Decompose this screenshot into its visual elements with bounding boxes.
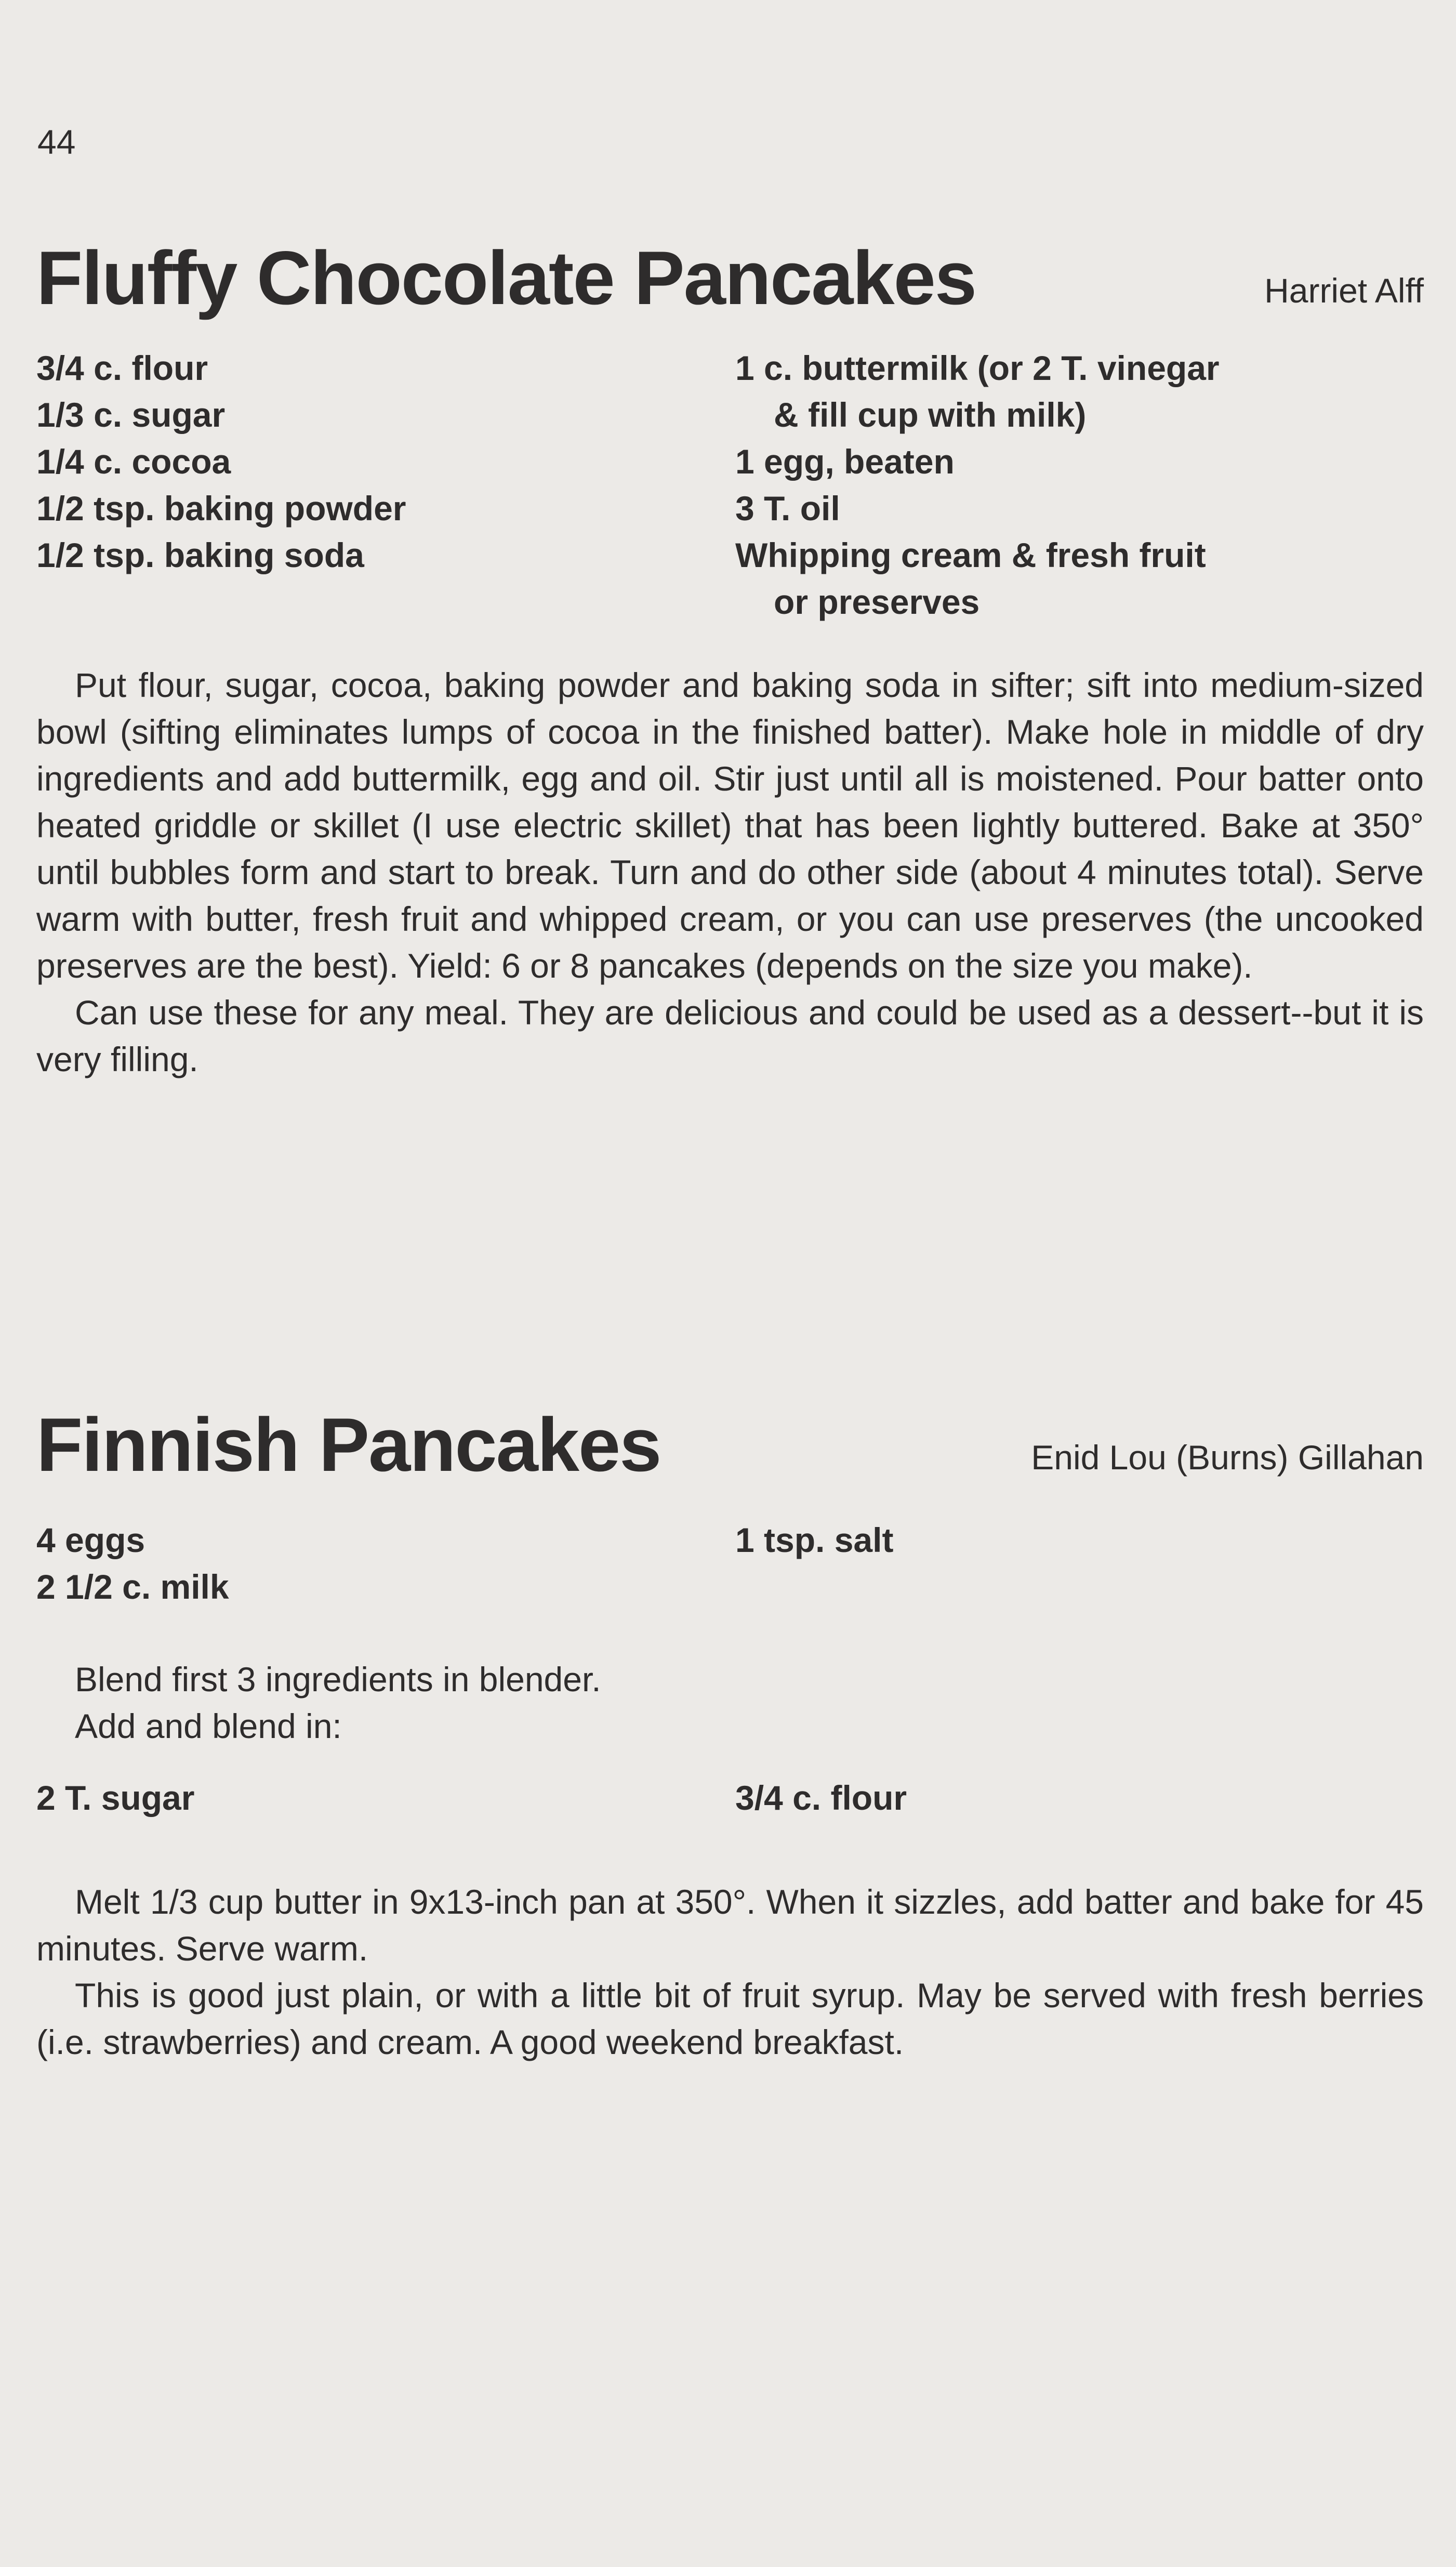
instruction-paragraph: Can use these for any meal. They are delicious and could be used as a dessert--but it is very filling. (36, 993, 1424, 1078)
additional-ingredients-list (36, 1774, 1424, 1821)
recipe-finnish-pancakes (36, 1403, 1424, 2065)
ingredient-item-continued: & fill cup with milk) (774, 396, 1087, 434)
ingredient-item: 4 eggs (36, 1521, 145, 1559)
ingredients-list (36, 1517, 1424, 1610)
recipe-title: Fluffy Chocolate Pancakes (36, 235, 976, 320)
recipe-instructions (36, 662, 1424, 1083)
ingredients-column-left (36, 345, 735, 625)
ingredient-item: 3/4 c. flour (36, 349, 208, 387)
recipe-fluffy-chocolate-pancakes (36, 236, 1424, 1083)
instruction-paragraph: This is good just plain, or with a little bit of fruit syrup. May be served with fresh berries (i.e. strawberries) and cream. A good weekend breakfast. (36, 1976, 1424, 2061)
ingredient-item: 1/3 c. sugar (36, 396, 226, 434)
ingredient-item: 3 T. oil (735, 489, 840, 528)
ingredient-item: 1 c. buttermilk (or 2 T. vinegar (735, 349, 1220, 387)
ingredients-column-left (36, 1774, 735, 1821)
ingredient-item-continued: or preserves (774, 583, 980, 621)
preparation-step: Add and blend in: (75, 1707, 342, 1745)
ingredient-item: 3/4 c. flour (735, 1779, 907, 1817)
preparation-step: Blend first 3 ingredients in blender. (75, 1660, 601, 1699)
ingredient-item: 1/4 c. cocoa (36, 442, 231, 481)
ingredients-column-right (735, 1774, 1424, 1821)
instruction-paragraph: Melt 1/3 cup butter in 9x13-inch pan at 350°. When it sizzles, add batter and bake for 45 minutes. Serve warm. (36, 1883, 1424, 1968)
instruction-paragraph: Put flour, sugar, cocoa, baking powder and baking soda in sifter; sift into medium-sized bowl (sifting eliminates lumps of cocoa in the finished batter). Make hole in middle of dry ingredients and add buttermilk, egg and oil. Stir just until all is moistened. Pour batter onto heated griddle or skillet (I use electric skillet) that has been lightly buttered. Bake at 350° until bubbles form and start to break. Turn and do other side (about 4 minutes total). Serve warm with butter, fresh fruit and whipped cream, or you can use preserves (the uncooked preserves are the best). Yield: 6 or 8 pancakes (depends on the size you make). (36, 666, 1424, 985)
recipe-title: Finnish Pancakes (36, 1402, 661, 1487)
ingredients-column-right (735, 1517, 1424, 1610)
ingredient-item: 1/2 tsp. baking soda (36, 536, 364, 574)
page-number: 44 (37, 123, 76, 161)
recipe-author: Enid Lou (Burns) Gillahan (1031, 1438, 1424, 1477)
ingredient-item: Whipping cream & fresh fruit (735, 536, 1206, 574)
ingredient-item: 1 tsp. salt (735, 1521, 894, 1559)
recipe-header (36, 1403, 1424, 1492)
ingredients-column-left (36, 1517, 735, 1610)
ingredient-item: 1/2 tsp. baking powder (36, 489, 406, 528)
ingredient-item: 1 egg, beaten (735, 442, 955, 481)
ingredient-item: 2 1/2 c. milk (36, 1568, 229, 1606)
ingredient-item: 2 T. sugar (36, 1779, 195, 1817)
recipe-header (36, 236, 1424, 325)
ingredients-column-right (735, 345, 1424, 625)
recipe-author: Harriet Alff (1264, 271, 1424, 310)
preparation-steps (36, 1656, 1424, 1749)
ingredients-list (36, 345, 1424, 625)
recipe-instructions (36, 1878, 1424, 2065)
